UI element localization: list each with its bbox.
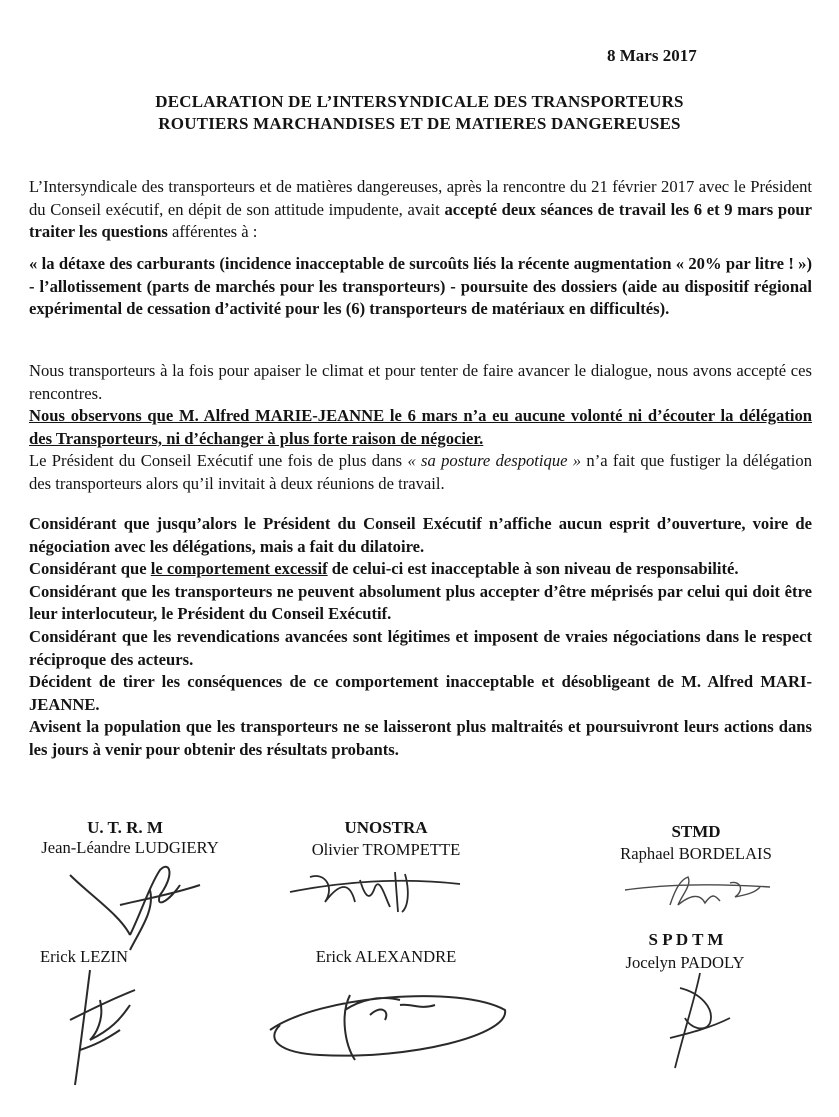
posture-paragraph (29, 450, 812, 495)
document-title-line-2: ROUTIERS MARCHANDISES ET DE MATIERES DANGEREUSES (158, 114, 681, 133)
observation-paragraph: Nous observons que M. Alfred MARIE-JEANNE le 6 mars n’a eu aucune volonté ni d’écouter la délégation des Transporteurs, ni d’échanger à plus forte raison de négocier. (29, 406, 812, 448)
signature-alexandre (260, 975, 520, 1065)
consideration-1: Considérant que jusqu’alors le Président du Conseil Exécutif n’affiche aucun esprit d’ouverture, voire de négociation avec les délégations, mais a fait du dilatoire. (29, 514, 812, 556)
signatory-alexandre: Erick ALEXANDRE (315, 947, 457, 966)
signature-ludgiery (60, 855, 240, 955)
signatory-ludgiery: Jean-Léandre LUDGIERY (41, 838, 219, 857)
consideration-2-text-end: de celui-ci est inacceptable à son niveau de responsabilité. (327, 559, 739, 579)
signature-trompette (280, 862, 480, 922)
org-spdtm: S P D T M (648, 930, 724, 949)
posture-text: Le Président du Conseil Exécutif une fois de plus dans (29, 451, 408, 471)
consideration-2 (29, 558, 812, 581)
context-section (29, 360, 812, 496)
decision-paragraph: Décident de tirer les conséquences de ce comportement inacceptable et désobligeant de M. Alfred MARI-JEANNE. (29, 672, 812, 714)
signatory-lezin: Erick LEZIN (40, 947, 129, 966)
document-date: 8 Mars 2017 (607, 46, 697, 65)
consideration-3: Considérant que les transporteurs ne peuvent absolument plus accepter d’être méprisés par celui qui doit être leur interlocuteur, le Président du Conseil Exécutif. (29, 581, 812, 624)
signatory-bordelais: Raphael BORDELAIS (620, 844, 772, 863)
org-stmd: STMD (671, 822, 721, 841)
consideration-2-text: Considérant que (29, 559, 151, 579)
context-paragraph: Nous transporteurs à la fois pour apaiser le climat et pour tenter de faire avancer le dialogue, nous avons accepté ces rencontres. (29, 361, 812, 403)
intro-text: L’Intersyndicale des transporteurs et de matières dangereuses, après la rencontre du 21 février 2017 avec le Président du Conseil exécutif, en dépit de son attitude impudente, avait (29, 177, 812, 219)
intro-text-end: afférentes à : (167, 222, 258, 242)
topics-paragraph: « la détaxe des carburants (incidence inacceptable de surcoûts liés la récente augmentation « 20% par litre ! ») - l’allotissement (parts de marchés pour les transporteurs) - poursuite des dossiers (aide au dispositif régional expérimental de cessation d’activité pour les (6) transporteurs de matériaux en difficultés). (29, 254, 812, 319)
signatory-trompette: Olivier TROMPETTE (311, 840, 461, 859)
intro-paragraph (29, 176, 812, 244)
signature-bordelais (620, 865, 780, 915)
document-title-line-1: DECLARATION DE L’INTERSYNDICALE DES TRANSPORTEURS (155, 92, 684, 111)
posture-text-end: n’a fait que fustiger la délégation des transporteurs alors qu’il invitait à deux réunions de travail. (29, 451, 813, 493)
org-unostra: UNOSTRA (344, 818, 428, 837)
signature-padoly (640, 968, 750, 1078)
org-utrm: U. T. R. M (87, 818, 163, 837)
signature-lezin (50, 960, 160, 1090)
consideration-4: Considérant que les revendications avancées sont légitimes et imposent de vraies négociations dans le respect réciproque des acteurs. (29, 626, 812, 669)
signatory-padoly: Jocelyn PADOLY (625, 953, 745, 972)
intro-bold-text: accepté deux séances de travail les 6 et 9 mars pour traiter les questions (29, 199, 812, 242)
notice-paragraph: Avisent la population que les transporteurs ne se laisseront plus maltraités et poursuivront leurs actions dans les jours à venir pour obtenir des résultats probants. (29, 717, 812, 759)
posture-quote: « sa posture despotique » (407, 451, 582, 471)
consideration-2-underlined: le comportement excessif (150, 559, 328, 579)
considerations-section (29, 513, 812, 762)
